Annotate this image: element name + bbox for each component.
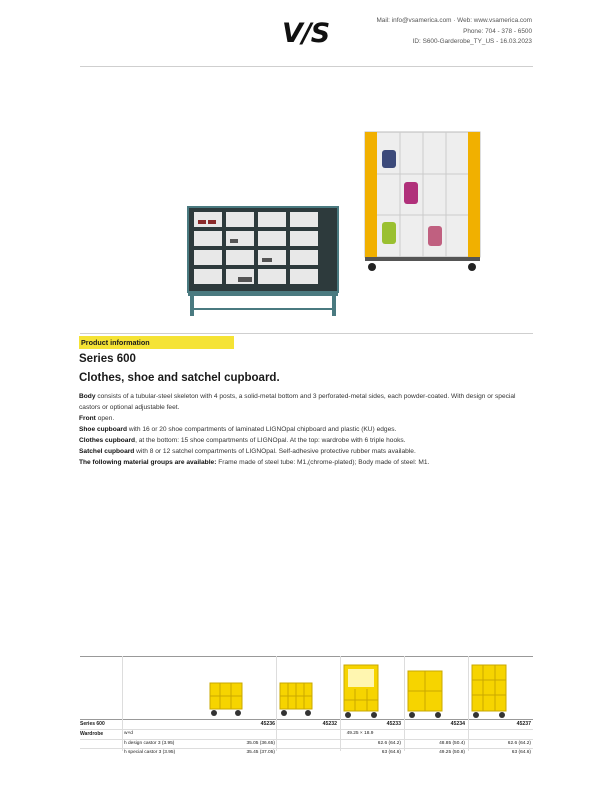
table-cell: 63 (64.6)	[381, 750, 401, 755]
row-label: h design castor 3 (3.95)	[124, 740, 175, 746]
series-title: Series 600	[79, 353, 136, 365]
table-row-ids	[80, 719, 533, 729]
product-45232-image	[278, 675, 314, 717]
product-id: 45233	[386, 721, 401, 727]
desc-shoe	[79, 424, 534, 435]
table-cell: 62.6 (64.2)	[377, 740, 401, 746]
table-divider	[468, 656, 469, 751]
table-row	[80, 739, 533, 749]
table-cell: 48.85 (50.4)	[439, 740, 465, 746]
product-id: 45236	[260, 721, 275, 727]
desc-material	[79, 457, 534, 468]
desc-front-text: open.	[95, 415, 115, 422]
table-cell: 63 (64.6)	[511, 750, 531, 755]
table-divider	[276, 656, 277, 751]
product-45237-image	[470, 663, 508, 719]
desc-clothes	[79, 435, 534, 446]
contact-mail-web: Mail: info@vsamerica.com · Web: www.vsamerica.com	[376, 17, 532, 24]
product-info-badge: Product information	[79, 336, 234, 349]
product-id: 45234	[450, 721, 465, 727]
contact-info	[376, 16, 532, 48]
section-divider	[80, 333, 533, 334]
brand-logo: V/S	[282, 18, 330, 49]
desc-shoe-label: Shoe cupboard	[79, 426, 127, 433]
table-cell: 49.25 × 18.9	[346, 731, 374, 736]
table-row	[80, 748, 533, 758]
product-description	[79, 391, 534, 468]
desc-satchel	[79, 446, 534, 457]
document-id: ID: S600-Garderobe_TY_US - 16.03.2023	[412, 38, 532, 45]
series-label: Series 600	[80, 721, 105, 727]
table-row	[80, 729, 533, 739]
product-45233-image	[342, 663, 380, 719]
product-id: 45237	[516, 721, 531, 727]
product-photo	[180, 122, 490, 322]
group-label: Wardrobe	[80, 731, 104, 737]
table-cell: 62.6 (64.2)	[507, 740, 531, 746]
product-45236-image	[208, 675, 244, 717]
desc-material-text: Frame made of steel tube: M1,(chrome-plated); Body made of steel: M1.	[216, 459, 430, 466]
header-divider	[80, 66, 533, 67]
desc-satchel-label: Satchel cupboard	[79, 448, 135, 455]
product-images-row	[80, 656, 533, 719]
desc-body-label: Body	[79, 393, 96, 400]
table-cell: 49.25 (50.8)	[439, 750, 465, 755]
table-cell: 35.05 (36.65)	[246, 740, 275, 746]
desc-shoe-text: with 16 or 20 shoe compartments of laminated LIGNOpal chipboard and plastic (KU) edges.	[127, 426, 397, 433]
row-label: w×d	[124, 731, 133, 736]
desc-front-label: Front	[79, 415, 96, 422]
desc-clothes-label: Clothes cupboard	[79, 437, 136, 444]
contact-phone: Phone: 704 - 378 - 6500	[463, 27, 532, 35]
desc-material-label: The following material groups are available:	[79, 459, 217, 466]
product-subtitle: Clothes, shoe and satchel cupboard.	[79, 372, 280, 384]
row-label: h special castor 3 (3.95)	[124, 750, 176, 755]
shoe-cupboard-illustration	[188, 207, 338, 316]
product-table	[80, 656, 533, 758]
desc-body	[79, 391, 534, 413]
desc-satchel-text: with 8 or 12 satchel compartments of LIGNOpal. Self-adhesive protective rubber mats available.	[134, 448, 416, 455]
table-cell: 35.45 (37.05)	[246, 750, 275, 755]
satchel-cupboard-illustration	[365, 132, 480, 271]
table-divider	[122, 656, 123, 751]
table-divider	[340, 656, 341, 751]
desc-body-text: consists of a tubular-steel skeleton with 4 posts, a solid-metal bottom and 3 perforated-metal sides, each powder-coated. With design or special castors or optional adjustable feet.	[79, 393, 516, 411]
desc-front	[79, 413, 534, 424]
table-divider	[404, 656, 405, 751]
product-id: 45232	[322, 721, 337, 727]
desc-clothes-text: , at the bottom: 15 shoe compartments of LIGNOpal. At the top: wardrobe with 6 triple hooks.	[135, 437, 406, 444]
product-45234-image	[406, 667, 444, 719]
